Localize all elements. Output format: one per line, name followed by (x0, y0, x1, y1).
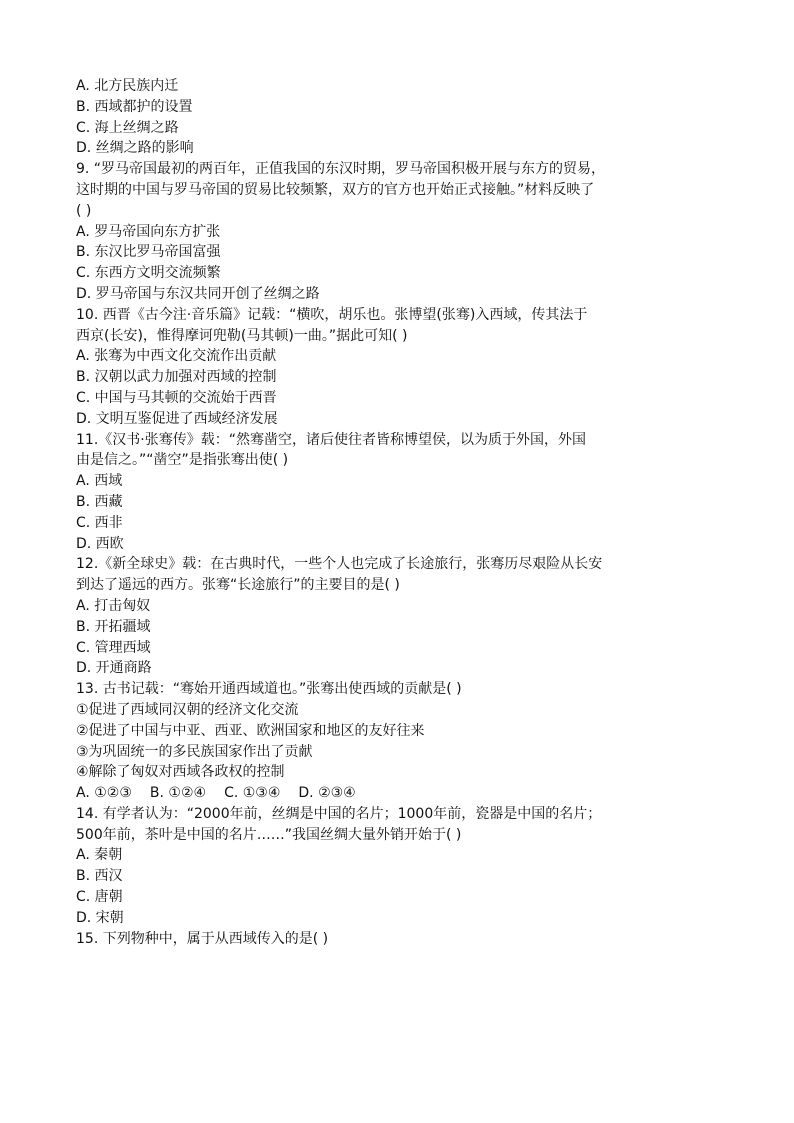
question-stem (76, 804, 724, 846)
stem-line: 15. 下列物种中，属于从西域传入的是( ) (76, 930, 329, 947)
option-c: C. 东西方文明交流频繁 (76, 265, 221, 282)
question-stem (76, 679, 724, 700)
question-stem (76, 929, 724, 950)
option-b: B. 汉朝以武力加强对西域的控制 (76, 369, 277, 386)
question-14 (76, 804, 724, 929)
stem-line: 11.《汉书·张骞传》载：“然骞凿空，诸后使往者皆称博望侯，以为质于外国，外国 (76, 431, 586, 448)
option-b: B. 开拓疆域 (76, 618, 151, 635)
stem-line: 14. 有学者认为：“2000年前，丝绸是中国的名片；1000年前，瓷器是中国的名片； (76, 805, 602, 822)
question-9 (76, 159, 724, 305)
option-d: D. 丝绸之路的影响 (76, 140, 194, 157)
option-a: A. 北方民族内迁 (76, 78, 179, 94)
option-a: A. ①②③ (76, 785, 132, 802)
option-a: A. 西域 (76, 473, 123, 490)
option-b: B. 东汉比罗马帝国富强 (76, 244, 221, 261)
question-stem (76, 554, 724, 596)
question-10 (76, 305, 724, 430)
option-d: D. ②③④ (298, 785, 356, 802)
stem-line: ( ) (76, 202, 92, 219)
stem-line: 9. “罗马帝国最初的两百年，正值我国的东汉时期，罗马帝国积极开展与东方的贸易， (76, 161, 606, 178)
question-15 (76, 929, 724, 950)
question-13 (76, 679, 724, 804)
option-c: C. 中国与马其顿的交流始于西晋 (76, 389, 277, 406)
stem-line: 13. 古书记载：“骞始开通西域道也。”张骞出使西域的贡献是( ) (76, 681, 462, 698)
option-d: D. 罗马帝国与东汉共同开创了丝绸之路 (76, 285, 320, 302)
option-c: C. 海上丝绸之路 (76, 119, 179, 136)
statement-2: ②促进了中国与中亚、西亚、欧洲国家和地区的友好往来 (76, 722, 425, 739)
option-d: D. 西欧 (76, 535, 124, 552)
option-c: C. ①③④ (224, 785, 281, 802)
option-d: D. 宋朝 (76, 909, 124, 926)
option-c: C. 西非 (76, 514, 123, 531)
statement-1: ①促进了西域同汉朝的经济文化交流 (76, 701, 299, 718)
option-b: B. 西汉 (76, 868, 123, 885)
question-stem (76, 305, 724, 347)
statement-4: ④解除了匈奴对西域各政权的控制 (76, 764, 285, 781)
option-a: A. 打击匈奴 (76, 597, 151, 614)
stem-line: 12.《新全球史》载：在古典时代，一些个人也完成了长途旅行，张骞历尽艰险从长安 (76, 556, 603, 573)
option-b: B. 西藏 (76, 493, 123, 510)
option-b: B. 西域都护的设置 (76, 98, 193, 115)
option-b: B. ①②④ (149, 785, 207, 802)
option-a: A. 秦朝 (76, 847, 123, 864)
stem-line: 西京(长安)，惟得摩诃兜勒(马其顿)一曲。”据此可知( ) (76, 327, 408, 344)
option-c: C. 唐朝 (76, 889, 123, 906)
question-11 (76, 430, 724, 555)
stem-line: 这时期的中国与罗马帝国的贸易比较频繁，双方的官方也开始正式接触。”材料反映了 (76, 181, 595, 198)
question-8-options (76, 76, 724, 159)
stem-line: 由是信之。”“凿空”是指张骞出使( ) (76, 452, 289, 469)
stem-line: 到达了遥远的西方。张骞“长途旅行”的主要目的是( ) (76, 577, 400, 594)
option-d: D. 开通商路 (76, 660, 152, 677)
option-d: D. 文明互鉴促进了西域经济发展 (76, 410, 278, 427)
statement-3: ③为巩固统一的多民族国家作出了贡献 (76, 743, 313, 760)
option-a: A. 罗马帝国向东方扩张 (76, 223, 221, 240)
stem-line: 500年前，茶叶是中国的名片……”我国丝绸大量外销开始于( ) (76, 826, 462, 843)
question-12 (76, 554, 724, 679)
stem-line: 10. 西晋《古今注·音乐篇》记载：“横吹，胡乐也。张博望(张骞)入西域，传其法于 (76, 306, 588, 323)
question-stem (76, 430, 724, 472)
question-stem (76, 159, 724, 221)
option-c: C. 管理西域 (76, 639, 151, 656)
inline-options (76, 783, 724, 804)
option-a: A. 张骞为中西文化交流作出贡献 (76, 348, 277, 365)
